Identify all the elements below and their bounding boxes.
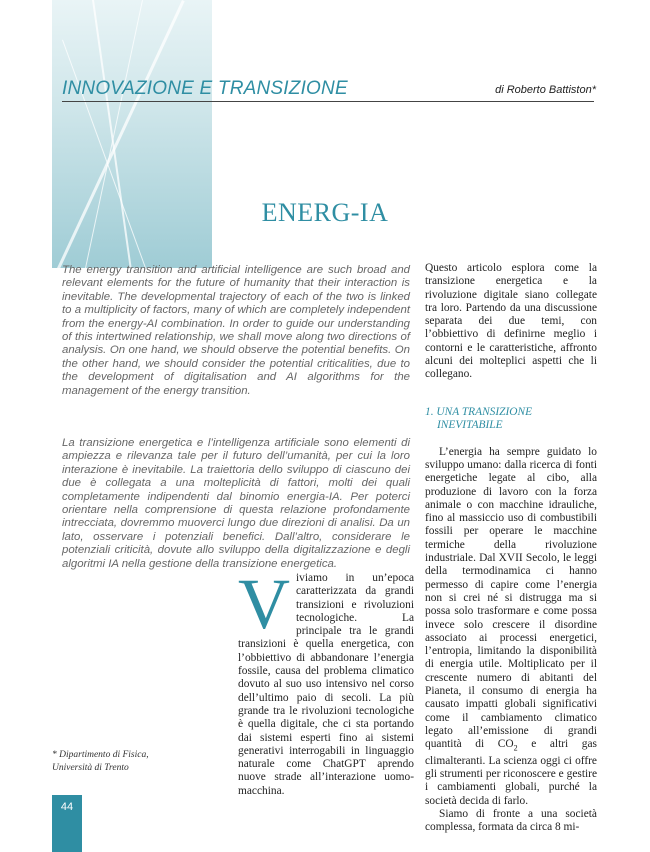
section-heading-line1: 1. UNA TRANSIZIONE — [425, 405, 533, 418]
footnote — [52, 749, 212, 775]
co2-subscript: 2 — [513, 743, 518, 753]
middle-column — [238, 564, 414, 798]
body-paragraph-energy — [425, 446, 597, 808]
intro-paragraph: Questo articolo esplora come la transizione energetica e la rivoluzione digitale siano collegate tra loro. Partendo da una discussione separata dei due temi, con l’obbiettivo di definirne meglio i contorni e le caratteristiche, affronto alcuni dei molteplici aspetti che li collegano. — [425, 262, 597, 381]
footnote-line2: Università di Trento — [52, 763, 129, 773]
abstract-italian: La transizione energetica e l’intelligenza artificiale sono elementi di ampiezza e rilevanza tale per il futuro dell’umanità, per cui la loro interazione è inevitabile. La traiettoria dello sviluppo di ciascuno dei due è collegata a una molteplicità di fattori, molti dei quali completamente indipendenti dal binomio energia-IA. Per poterci orientare nella comprensione di questa relazione profondamente intrecciata, dovremmo muoverci lungo due direzioni di analisi. Da un lato, osservare i potenziali benefici. Dall’altro, considerare le potenziali criticità, dovute allo sviluppo della digitalizzazione e degli algoritmi IA nella gestione della transizione energetica. — [62, 437, 410, 570]
abstract-english: The energy transition and artificial intelligence are such broad and relevant elements for the future of humanity that their interaction is inevitable. The developmental trajectory of each of the two is linked to a multiplicity of factors, many of which are completely independent from the energy-AI combination. In order to guide our understanding of this intertwined relationship, we shall move along two directions of analysis. On one hand, we should observe the potential benefits. On the other hand, we should consider the potential criticalities, due to the development of digitalisation and AI algorithms for the management of the energy transition. — [62, 264, 410, 397]
header-divider — [62, 101, 594, 102]
paragraph-text-before-co2: L’energia ha sempre guidato lo sviluppo umano: dalla ricerca di fonti energetiche legate al cibo, alla produzione di lavoro con la forza animale o con macchine idrauliche, fino al massiccio uso di combustibili fossili per operare le macchine termiche della rivoluzione industriale. Dal XVII Secolo, le leggi della termodinamica ci hanno permesso di capire come l’energia non si crei né si distrugga ma si possa solo trasformare e come possa invece solo crescere il disordine associato ai processi energetici, l’entropia, limitando la disponibilità di energia utile. Moltiplicato per il crescente numero di abitanti del Pianeta, il consumo di energia ha causato impatti globali significativi come il cambiamento climatico legato all’emissione di grandi quantità di CO — [425, 445, 597, 751]
footnote-line1: * Dipartimento di Fisica, — [52, 750, 149, 760]
drop-cap: V — [238, 564, 290, 644]
section-heading — [425, 406, 597, 432]
author-byline: di Roberto Battiston* — [495, 84, 596, 96]
paragraph-text-after-co2: e altri gas climalteranti. La scienza oggi ci offre gli strumenti per riconoscere e gestire i cambiamenti globali, purché la società decida di farlo. — [425, 738, 597, 807]
intro-body-text: iviamo in un’epoca caratterizzata da grandi transizioni e rivoluzioni tecnologiche. La principale tra le grandi transizioni è quella energetica, con l’obbiettivo di abbandonare l’energia fossile, causa del problema climatico dovuto al suo uso intensivo nel corso dell’ultimo paio di secoli. La più grande tra le rivoluzioni tecnologiche è quella digitale, che ci sta portando dai sistemi esperti fino ai sistemi generativi interrogabili in linguaggio naturale come ChatGPT aprendo nuove strade all’interazione uomo-macchina. — [238, 572, 414, 797]
body-paragraph-society: Siamo di fronte a una società complessa, formata da circa 8 mi- — [425, 807, 597, 834]
page-number-tab — [52, 795, 82, 852]
right-column — [425, 262, 597, 835]
section-heading-line2: INEVITABILE — [437, 418, 503, 431]
section-title: INNOVAZIONE E TRANSIZIONE — [62, 78, 348, 99]
page-number: 44 — [60, 801, 74, 813]
article-title: ENERG-IA — [261, 198, 389, 227]
